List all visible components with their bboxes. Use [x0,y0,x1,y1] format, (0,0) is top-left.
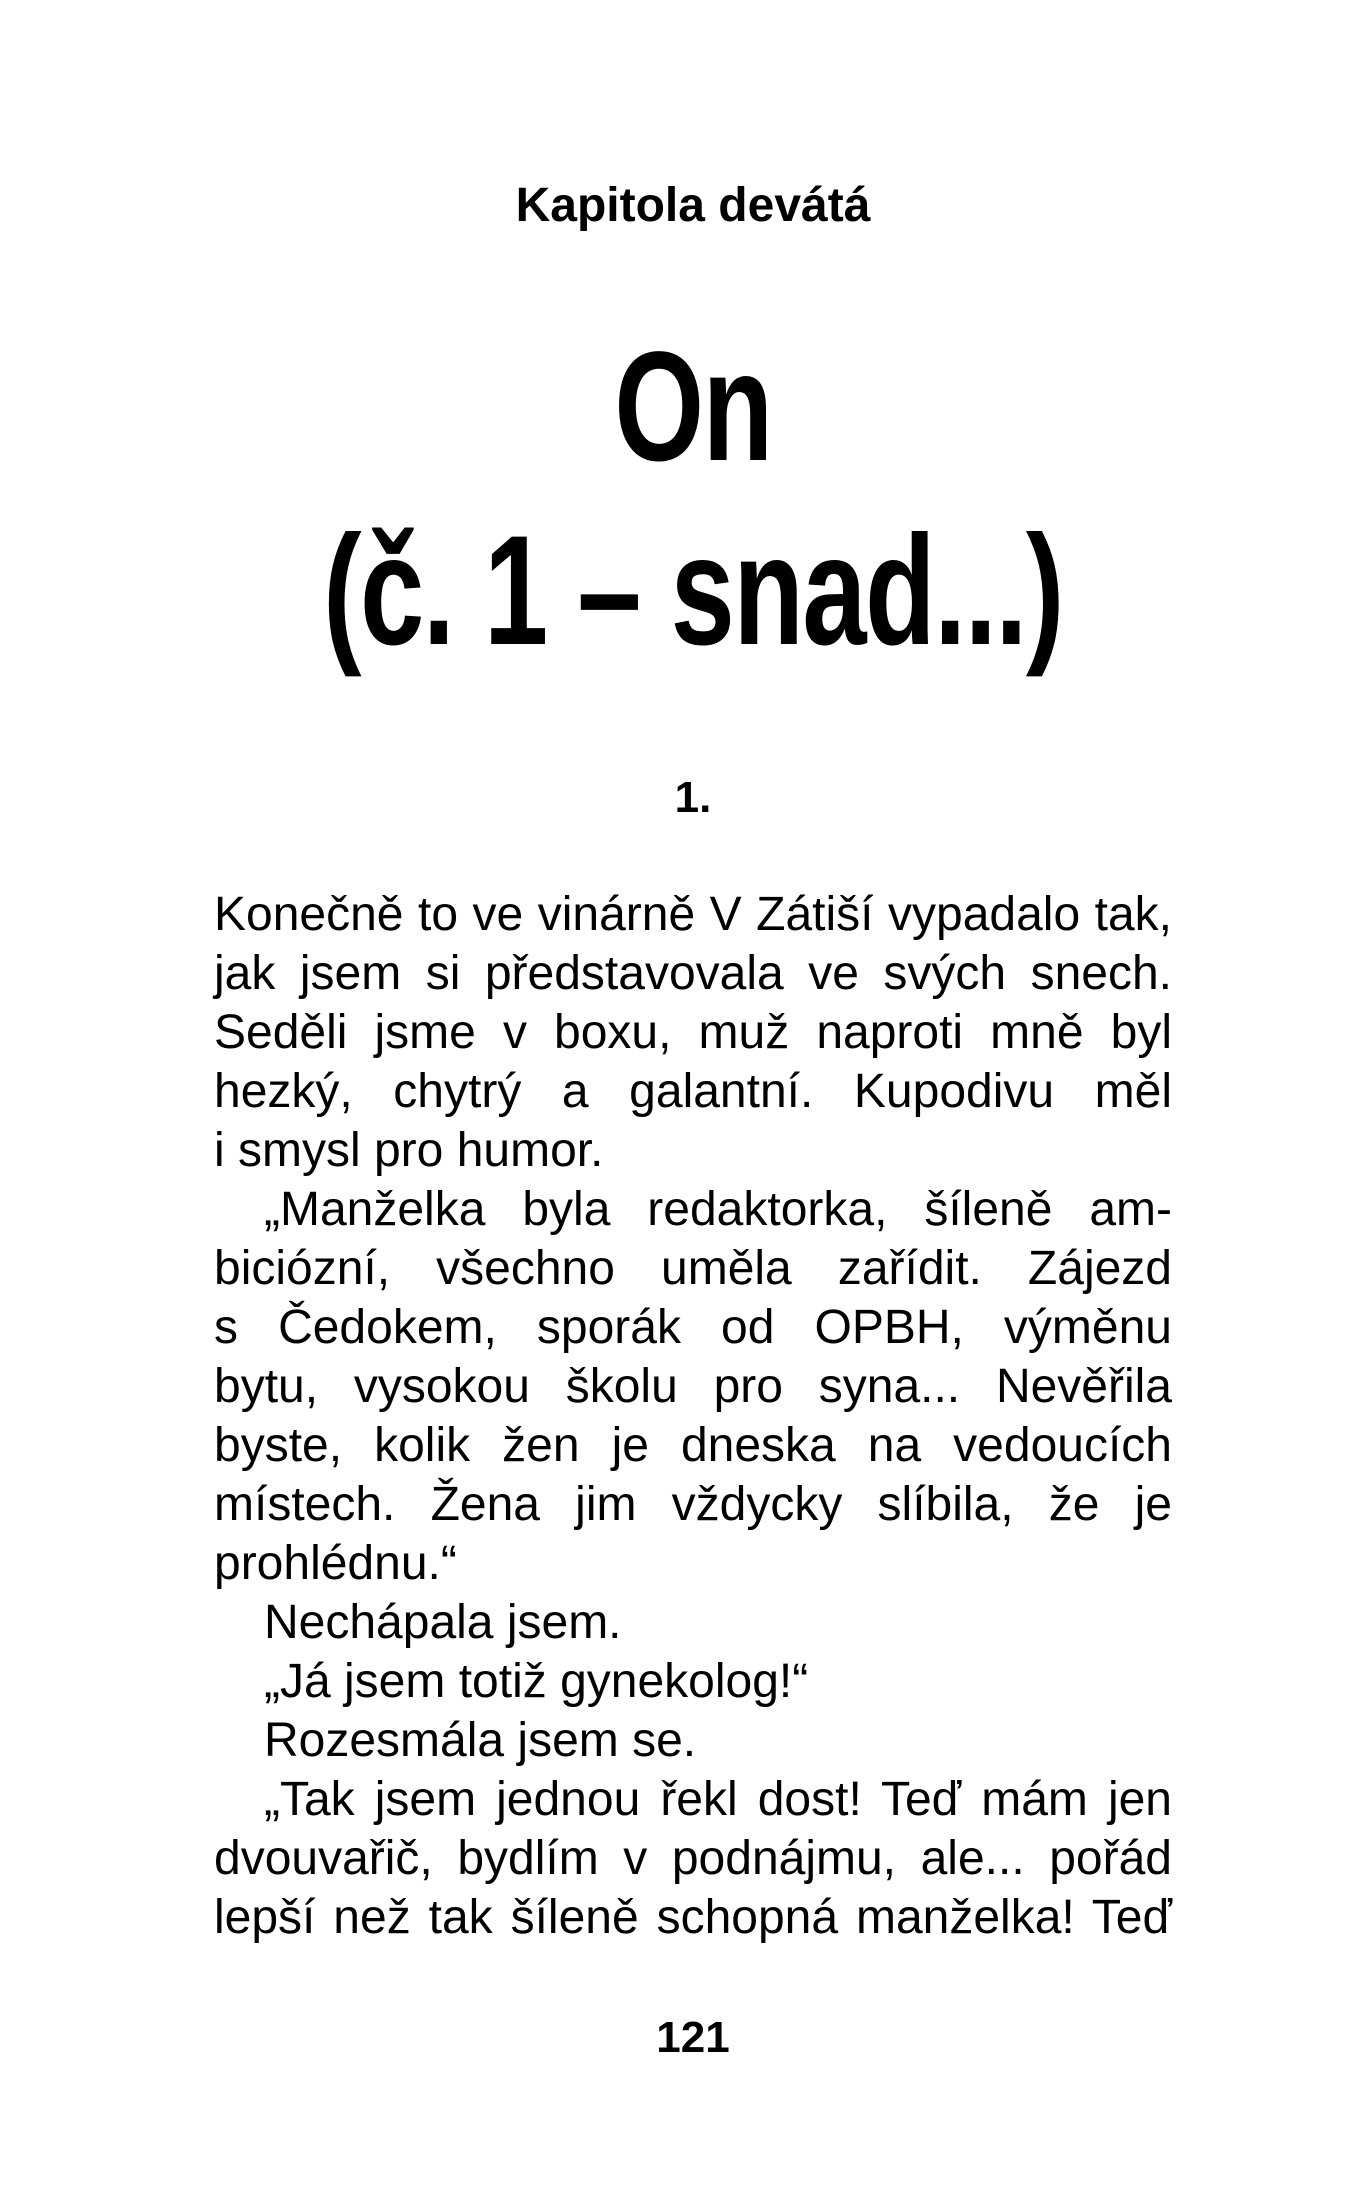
chapter-title-line-2: (č. 1 – snad...) [323,504,1063,678]
text-line: Rozesmála jsem se. [264,1714,697,1767]
text-line: prohlédnu.“ [214,1537,457,1590]
text-line: místech. Žena jim vždycky slíbila, že je [214,1478,1172,1531]
text-line: bytu, vysokou školu pro syna... Nevěřila [214,1360,1172,1413]
text-line: „Tak jsem jednou řekl dost! Teď mám jen [264,1773,1172,1826]
text-line: Konečně to ve vinárně V Zátiší vypadalo tak, [214,888,1172,941]
text-line: i smysl pro humor. [214,1124,604,1177]
text-line: s Čedokem, sporák od OPBH, výměnu [214,1301,1172,1354]
text-line: „Manželka byla redaktorka, šíleně am- [264,1183,1172,1236]
text-line: lepší než tak šíleně schopná manželka! Teď [214,1891,1172,1944]
text-line: jak jsem si představovala ve svých snech. [214,947,1172,1000]
text-line: „Já jsem totiž gynekolog!“ [264,1655,809,1708]
chapter-title-line-1: On [614,320,772,494]
text-line: Seděli jsme v boxu, muž naproti mně byl [214,1006,1172,1059]
text-line: dvouvařič, bydlím v podnájmu, ale... pořád [214,1832,1172,1885]
body-text [214,885,1172,1947]
text-line: Nechápala jsem. [264,1596,622,1649]
text-line: byste, kolik žen je dneska na vedoucích [214,1419,1172,1472]
chapter-label: Kapitola devátá [515,179,871,232]
page-number: 121 [656,2013,730,2062]
text-line: biciózní, všechno uměla zařídit. Zájezd [214,1242,1172,1295]
text-line: hezký, chytrý a galantní. Kupodivu měl [214,1065,1172,1118]
section-number: 1. [674,773,712,822]
